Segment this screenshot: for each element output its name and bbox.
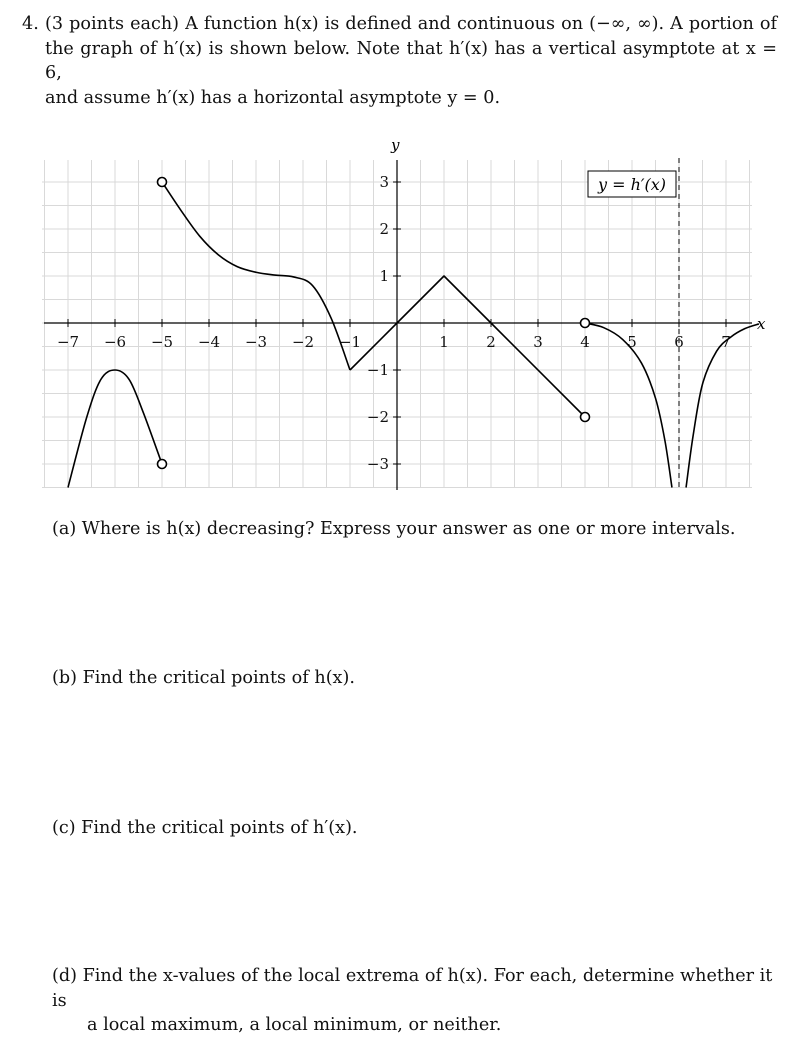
x-tick-label: 5 [627, 333, 637, 351]
x-tick-label: −1 [338, 333, 362, 351]
open-point [158, 178, 167, 187]
x-tick-label: 6 [674, 333, 684, 351]
y-tick-label: 2 [379, 220, 389, 238]
y-tick-label: −1 [366, 361, 389, 379]
question-d-line-2: a local maximum, a local minimum, or neither. [87, 1015, 502, 1035]
question-a: (a) Where is h(x) decreasing? Express your answer as one or more intervals. [52, 519, 736, 539]
open-point [581, 319, 590, 328]
y-axis-label: y [391, 136, 400, 154]
question-d-line-1: (d) Find the x-values of the local extrema of h(x). For each, determine whether it is [52, 966, 773, 1011]
x-axis-label: x [757, 315, 766, 333]
legend-label: y = h′(x) [597, 175, 667, 194]
open-point [158, 460, 167, 469]
problem-line-2: the graph of h′(x) is shown below. Note that h′(x) has a vertical asymptote at x = 6, [45, 38, 777, 83]
derivative-graph [0, 0, 796, 500]
problem-line-1: (3 points each) A function h(x) is defined and continuous on (−∞, ∞). A portion of [45, 14, 777, 34]
x-tick-label: −5 [150, 333, 174, 351]
y-tick-label: 1 [379, 267, 389, 285]
x-tick-label: −4 [197, 333, 221, 351]
x-tick-label: 7 [721, 333, 731, 351]
open-point [581, 413, 590, 422]
y-tick-label: −3 [366, 455, 389, 473]
problem-number: 4. [22, 14, 39, 34]
y-tick-label: −2 [366, 408, 389, 426]
y-tick-label: 3 [379, 173, 389, 191]
legend-box [588, 171, 676, 197]
x-tick-label: −7 [56, 333, 80, 351]
x-tick-label: −6 [103, 333, 127, 351]
x-tick-label: 4 [580, 333, 590, 351]
question-d [52, 964, 780, 1038]
question-b: (b) Find the critical points of h(x). [52, 668, 355, 688]
problem-line-3: and assume h′(x) has a horizontal asymptote y = 0. [45, 87, 501, 108]
question-c: (c) Find the critical points of h′(x). [52, 818, 358, 838]
x-tick-label: 1 [439, 333, 449, 351]
x-tick-label: −3 [244, 333, 268, 351]
x-tick-label: 3 [533, 333, 543, 351]
x-tick-label: 2 [486, 333, 496, 351]
x-tick-label: −2 [291, 333, 315, 351]
